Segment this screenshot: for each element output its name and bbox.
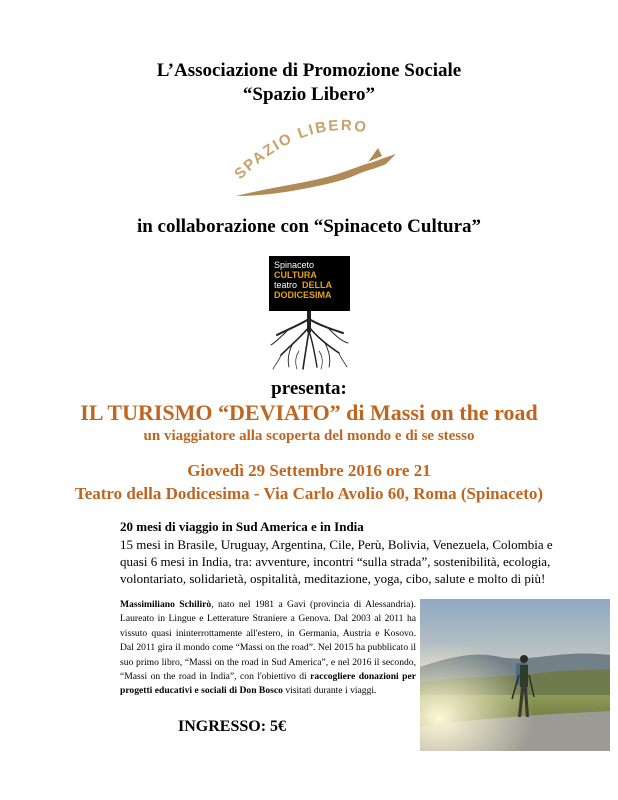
spazio-libero-logo	[228, 118, 398, 198]
association-name: “Spazio Libero”	[242, 84, 376, 105]
association-line: L’Associazione di Promozione Sociale	[156, 60, 462, 81]
collaboration-line: in collaborazione con “Spinaceto Cultura”	[136, 216, 482, 237]
traveler-photo	[420, 599, 610, 751]
event-subtitle: un viaggiatore alla scoperta del mondo e di se stesso	[143, 428, 475, 444]
spinaceto-cultura-logo	[269, 256, 350, 371]
bio-highlight: raccogliere donazioni per progetti educativi e sociali di Don Bosco	[120, 671, 416, 697]
spazio-libero-logo-text: SPAZIO LIBERO	[231, 118, 370, 183]
spinaceto-logo-line2: CULTURA	[274, 270, 317, 280]
bio-text-1: , nato nel 1981 a Gavi (provincia di Alessandria). Laureato in Lingue e Letterature Straniere a Genova. Dal 2003 al 2011 ha vissuto quasi ininterrottamente all'estero, in Germania, Austria e Kosovo. Dal 2011 gira il mondo come “Massi on the road”. Nel 2015 ha pubblicato il suo primo libro, “Massi on the road in Sud America”, e nel 2016 il secondo, “Massi on the road in India”, con l'obiettivo di	[120, 599, 416, 683]
bio-paragraph	[120, 598, 416, 699]
tree-roots-icon	[269, 311, 350, 371]
spinaceto-logo-line3b: DELLA	[302, 280, 332, 290]
spinaceto-logo-line1: Spinaceto	[274, 260, 315, 270]
trip-description: 15 mesi in Brasile, Uruguay, Argentina, Cile, Perù, Bolivia, Venezuela, Colombia e quasi 6 mesi in India, tra: avventure, incontri “sulla strada”, sostenibilità, ecologia, volontariato, solidarietà, ospitalità, meditazione, yoga, cibo, salute e molto di più!	[120, 537, 553, 586]
presents-label: presenta:	[271, 378, 347, 399]
bio-text-2: visitati durante i viaggi.	[282, 685, 377, 697]
entry-price: INGRESSO: 5€	[178, 718, 287, 735]
bio-name: Massimiliano Schilirò	[120, 599, 212, 610]
event-title: IL TURISMO “DEVIATO” di Massi on the road	[80, 400, 538, 425]
trip-heading: 20 mesi di viaggio in Sud America e in India	[120, 519, 364, 534]
event-venue: Teatro della Dodicesima - Via Carlo Avolio 60, Roma (Spinaceto)	[74, 484, 544, 503]
spinaceto-logo-line4: DODICESIMA	[274, 290, 332, 300]
spinaceto-logo-box	[269, 256, 350, 311]
spinaceto-logo-line3a: teatro	[274, 280, 298, 290]
event-date: Giovedì 29 Settembre 2016 ore 21	[187, 461, 431, 480]
